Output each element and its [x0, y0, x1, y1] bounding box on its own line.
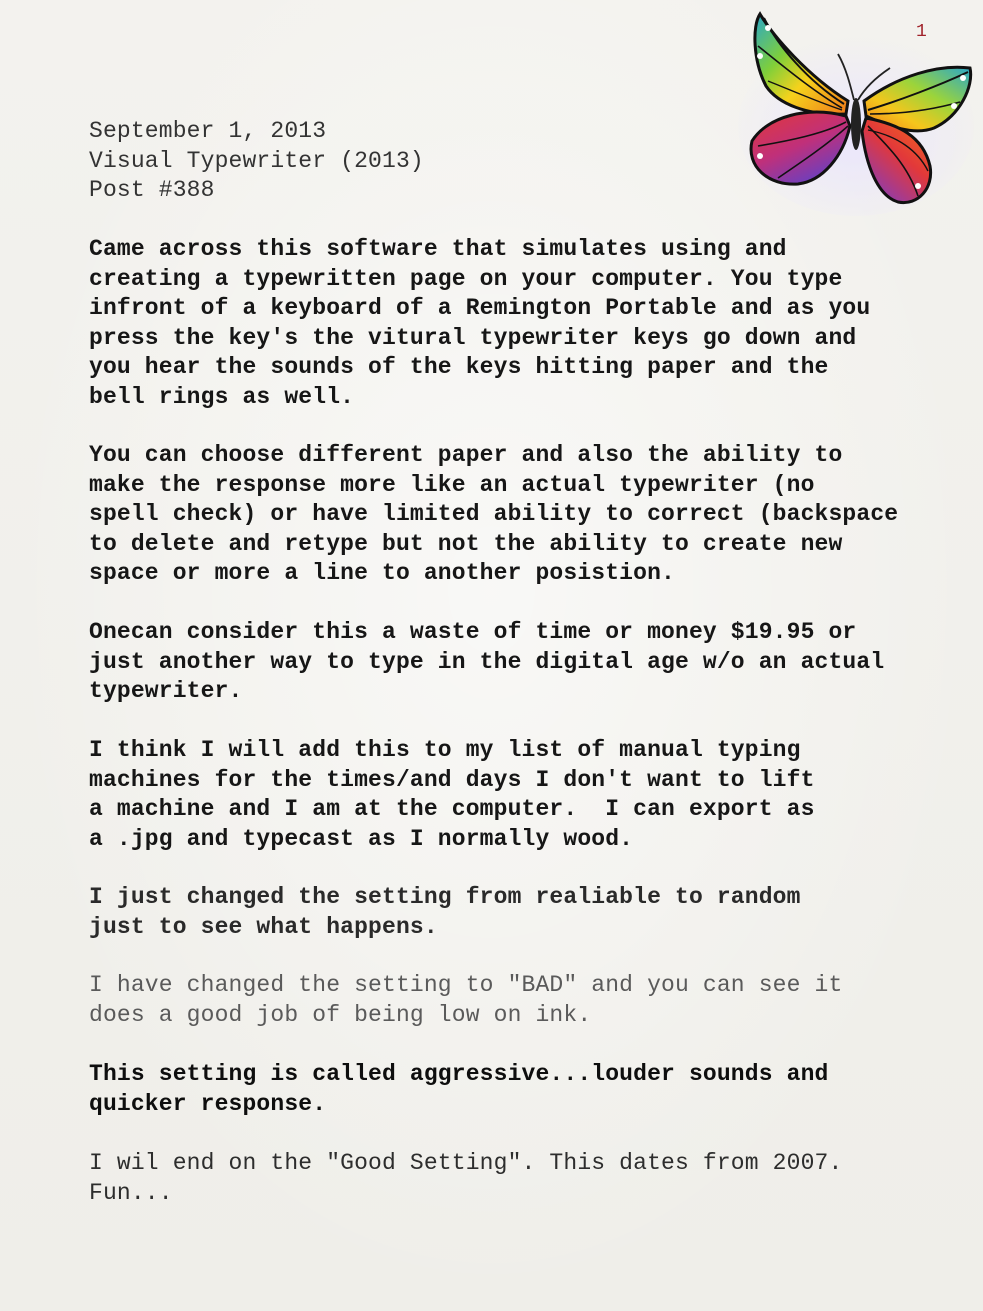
text-line: to delete and retype but not the ability to create new [89, 530, 843, 557]
text-line: just another way to type in the digital age w/o an actual [89, 648, 885, 675]
paragraph-paper-options [89, 441, 959, 589]
text-line: I just changed the setting from realiable to random [89, 884, 801, 910]
text-line: I wil end on the "Good Setting". This dates from 2007. [89, 1150, 843, 1176]
paragraph-software-intro [89, 235, 959, 412]
text-line: a machine and I am at the computer. I can export as [89, 796, 815, 822]
header-title: Visual Typewriter (2013) [89, 147, 424, 174]
text-line: Fun... [89, 1179, 173, 1206]
text-line: This setting is called aggressive...louder sounds and [89, 1061, 829, 1087]
text-line: I think I will add this to my list of manual typing [89, 737, 801, 763]
text-line: bell rings as well. [89, 383, 355, 410]
text-line: a .jpg and typecast as I normally wood. [89, 825, 634, 852]
header-date: September 1, 2013 [89, 118, 327, 144]
paragraph-random-setting [89, 883, 959, 942]
text-line: infront of a keyboard of a Remington Portable and as you [89, 295, 871, 321]
text-line: just to see what happens. [89, 913, 438, 940]
text-line: Onecan consider this a waste of time or money $19.95 or [89, 619, 857, 645]
text-line: make the response more like an actual typewriter (no [89, 471, 815, 498]
paragraph-aggressive-setting [89, 1060, 959, 1119]
text-line: space or more a line to another posistion. [89, 560, 675, 586]
paragraph-good-setting [89, 1149, 959, 1208]
text-line: creating a typewritten page on your computer. You type [89, 265, 843, 292]
text-line: press the key's the vitural typewriter keys go down and [89, 324, 857, 351]
text-line: machines for the times/and days I don't want to lift [89, 766, 815, 793]
text-line: does a good job of being low on ink. [89, 1001, 592, 1028]
paragraph-price [89, 618, 959, 707]
text-line: You can choose different paper and also the ability to [89, 442, 843, 468]
text-line: I have changed the setting to "BAD" and you can see it [89, 972, 843, 998]
text-line: quicker response. [89, 1090, 327, 1117]
page-number: 1 [916, 22, 927, 42]
text-line: you hear the sounds of the keys hitting paper and the [89, 354, 829, 380]
text-line: spell check) or have limited ability to correct (backspace [89, 501, 899, 527]
letter-header [89, 117, 959, 206]
header-post: Post #388 [89, 177, 215, 203]
text-line: Came across this software that simulates using and [89, 236, 787, 262]
text-line: typewriter. [89, 678, 243, 704]
paragraph-manual-machines [89, 736, 959, 854]
paragraph-bad-setting [89, 971, 959, 1030]
